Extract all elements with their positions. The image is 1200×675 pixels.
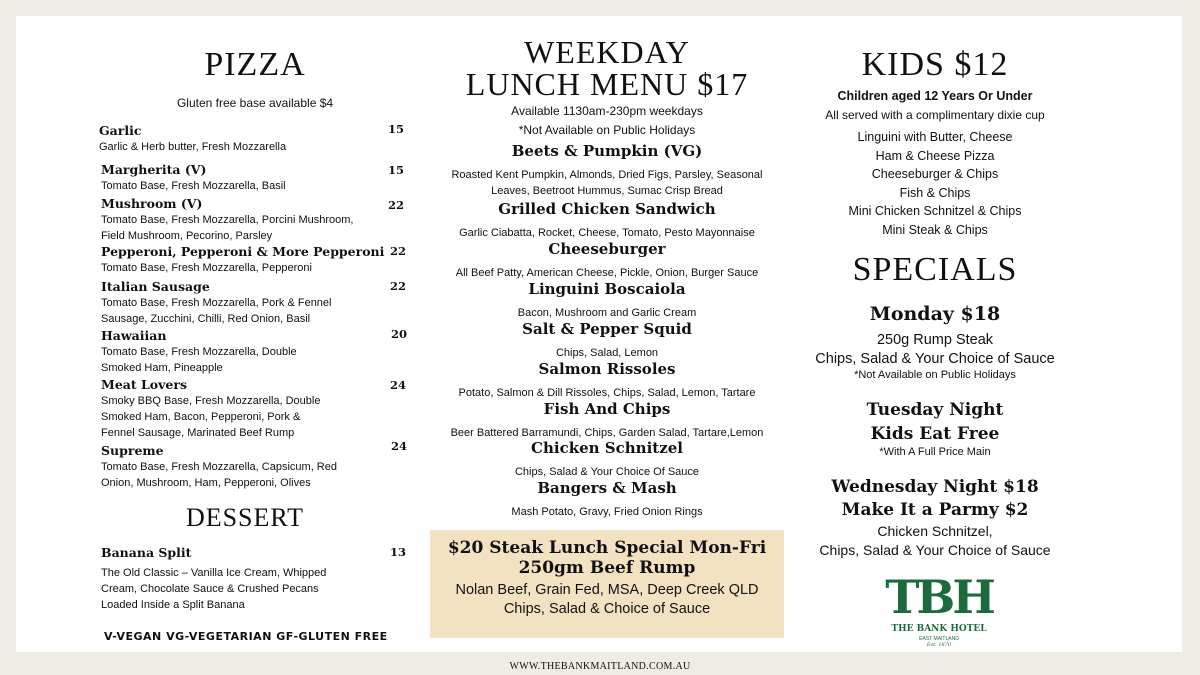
steak-special-box	[430, 530, 784, 638]
bank-hotel-logo-name: THE BANK HOTEL	[891, 624, 987, 634]
pizza-item-desc: Sausage, Zucchini, Chilli, Red Onion, Basil	[101, 313, 311, 325]
lunch-item-name: Fish And Chips	[543, 400, 671, 418]
kids-dixie-note: All served with a complimentary dixie cup	[825, 108, 1045, 122]
kids-item: Fish & Chips	[899, 185, 971, 200]
pizza-item	[101, 196, 401, 244]
pizza-item	[101, 328, 401, 376]
pizza-item-name: Pepperoni, Pepperoni & More Pepperoni	[101, 244, 385, 259]
pizza-item-name: Supreme	[101, 443, 164, 458]
dietary-legend: V-VEGAN VG-VEGETARIAN GF-GLUTEN FREE	[104, 630, 388, 643]
lunch-heading-line2: LUNCH MENU $17	[465, 66, 749, 102]
lunch-item-desc: Chips, Salad & Your Choice Of Sauce	[514, 466, 700, 478]
kids-item: Mini Chicken Schnitzel & Chips	[848, 204, 1022, 218]
lunch-holiday-note: *Not Available on Public Holidays	[518, 123, 696, 137]
monday-special-details	[790, 331, 1080, 369]
pizza-item-price: 22	[388, 198, 405, 212]
pizza-item-desc: Field Mushroom, Pecorino, Parsley	[101, 230, 273, 242]
pizza-item-desc: Garlic & Herb butter, Fresh Mozzarella	[99, 141, 287, 153]
pizza-item-desc: Smoky BBQ Base, Fresh Mozzarella, Double	[101, 395, 321, 407]
dessert-item	[101, 545, 401, 613]
dessert-item-desc-2: Cream, Chocolate Sauce & Crushed Pecans	[101, 583, 319, 595]
lunch-item-name: Salt & Pepper Squid	[522, 320, 692, 338]
logo-location: EAST MAITLAND	[919, 636, 959, 642]
lunch-item-name: Linguini Boscaiola	[528, 280, 686, 298]
pizza-item-name: Meat Lovers	[101, 377, 187, 392]
pizza-item-name: Margherita (V)	[101, 162, 207, 177]
monday-special-line2: Chips, Salad & Your Choice of Sauce	[815, 351, 1055, 367]
lunch-availability: Available 1130am-230pm weekdays	[511, 104, 703, 118]
pizza-item-name: Mushroom (V)	[101, 196, 203, 211]
kids-item: Linguini with Butter, Cheese	[857, 130, 1013, 144]
logo-script: Est. 1870	[926, 642, 952, 648]
bank-hotel-logo-mark: TBH	[885, 570, 993, 624]
lunch-item-desc: Beer Battered Barramundi, Chips, Garden Salad, Tartare,Lemon	[450, 427, 764, 439]
tuesday-special-title-line2: Kids Eat Free	[870, 424, 1000, 444]
pizza-item-desc: Smoked Ham, Pineapple	[101, 362, 223, 374]
pizza-item-desc: Smoked Ham, Bacon, Pepperoni, Pork &	[101, 411, 301, 423]
tuesday-special-title-line1: Tuesday Night	[866, 400, 1004, 420]
pizza-item	[99, 123, 399, 155]
pizza-item-name: Garlic	[99, 123, 142, 138]
pizza-item-desc: Tomato Base, Fresh Mozzarella, Pepperoni	[101, 262, 312, 274]
pizza-item-price: 22	[390, 279, 407, 293]
kids-menu-list	[810, 128, 1060, 239]
pizza-item-desc: Tomato Base, Fresh Mozzarella, Basil	[101, 180, 286, 192]
steak-special-line1: Nolan Beef, Grain Fed, MSA, Deep Creek QLD	[455, 582, 759, 598]
lunch-item-desc: Roasted Kent Pumpkin, Almonds, Dried Figs, Parsley, Seasonal	[451, 169, 763, 181]
steak-special-subtitle: 250gm Beef Rump	[518, 558, 696, 578]
pizza-item-price: 15	[388, 122, 405, 136]
pizza-item-desc: Onion, Mushroom, Ham, Pepperoni, Olives	[101, 477, 311, 489]
pizza-item-price: 22	[390, 244, 407, 258]
pizza-item	[101, 279, 401, 327]
kids-item: Ham & Cheese Pizza	[875, 148, 995, 163]
dessert-item-price: 13	[390, 545, 407, 559]
pizza-item	[101, 244, 401, 276]
pizza-item-desc: Tomato Base, Fresh Mozzarella, Double	[101, 346, 297, 358]
lunch-item-desc: Mash Potato, Gravy, Fried Onion Rings	[511, 506, 703, 518]
lunch-item-name: Salmon Rissoles	[538, 360, 676, 378]
specials-heading: SPECIALS	[852, 251, 1018, 288]
lunch-item-name: Grilled Chicken Sandwich	[498, 200, 716, 218]
dessert-item-desc-1: The Old Classic – Vanilla Ice Cream, Whipped	[101, 567, 327, 579]
dessert-heading: DESSERT	[185, 503, 305, 532]
pizza-item-name: Hawaiian	[101, 328, 167, 343]
dessert-item-name: Banana Split	[101, 545, 192, 560]
monday-special-note: *Not Available on Public Holidays	[854, 369, 1016, 381]
lunch-item-name: Chicken Schnitzel	[531, 439, 683, 457]
pizza-item	[101, 443, 401, 491]
steak-special-line2: Chips, Salad & Choice of Sauce	[503, 601, 711, 617]
kids-heading: KIDS $12	[861, 46, 1009, 83]
wednesday-special-title-line1: Wednesday Night $18	[831, 477, 1039, 497]
dessert-item-desc-3: Loaded Inside a Split Banana	[101, 599, 245, 611]
tuesday-special-note: *With A Full Price Main	[879, 446, 991, 458]
pizza-item	[101, 162, 401, 194]
lunch-item-name: Beets & Pumpkin (VG)	[511, 142, 703, 160]
lunch-item-name: Bangers & Mash	[537, 479, 677, 497]
pizza-item-price: 24	[391, 439, 408, 453]
pizza-item-desc: Fennel Sausage, Marinated Beef Rump	[101, 427, 295, 439]
kids-item: Cheeseburger & Chips	[871, 167, 999, 181]
wednesday-special-details	[790, 522, 1080, 560]
lunch-item-desc: Bacon, Mushroom and Garlic Cream	[517, 307, 697, 319]
lunch-item-desc: Chips, Salad, Lemon	[555, 347, 659, 359]
lunch-item-name: Cheeseburger	[548, 240, 666, 258]
wednesday-special-title-line2: Make It a Parmy $2	[841, 500, 1029, 520]
lunch-item-desc: Garlic Ciabatta, Rocket, Cheese, Tomato, Pesto Mayonnaise	[459, 227, 755, 239]
lunch-heading	[430, 36, 784, 100]
pizza-item-name: Italian Sausage	[101, 279, 210, 294]
lunch-heading-line1: WEEKDAY	[524, 34, 690, 70]
monday-special-title: Monday $18	[869, 303, 1001, 325]
kids-item: Mini Steak & Chips	[882, 222, 988, 237]
lunch-item-desc: Potato, Salmon & Dill Rissoles, Chips, Salad, Lemon, Tartare	[458, 387, 756, 399]
kids-age-note: Children aged 12 Years Or Under	[837, 89, 1033, 103]
pizza-item-price: 15	[388, 163, 405, 177]
monday-special-line1: 250g Rump Steak	[876, 332, 994, 348]
tuesday-special-title	[810, 398, 1060, 446]
pizza-item	[101, 377, 401, 441]
website-url: WWW.THEBANKMAITLAND.COM.AU	[509, 661, 691, 672]
wednesday-special-line2: Chips, Salad & Your Choice of Sauce	[819, 542, 1051, 558]
lunch-item-desc: Leaves, Beetroot Hummus, Sumac Crisp Bread	[491, 185, 723, 197]
pizza-heading: PIZZA	[204, 46, 306, 83]
steak-special-title: $20 Steak Lunch Special Mon-Fri	[447, 538, 767, 558]
wednesday-special-title	[800, 476, 1070, 522]
gluten-free-note: Gluten free base available $4	[176, 96, 334, 110]
pizza-item-price: 20	[391, 327, 408, 341]
wednesday-special-line1: Chicken Schnitzel,	[877, 523, 993, 539]
pizza-item-desc: Tomato Base, Fresh Mozzarella, Porcini Mushroom,	[101, 214, 354, 226]
pizza-item-desc: Tomato Base, Fresh Mozzarella, Pork & Fennel	[101, 297, 332, 309]
lunch-item-desc: All Beef Patty, American Cheese, Pickle, Onion, Burger Sauce	[455, 267, 759, 279]
pizza-item-desc: Tomato Base, Fresh Mozzarella, Capsicum, Red	[101, 461, 337, 473]
pizza-item-price: 24	[390, 378, 407, 392]
